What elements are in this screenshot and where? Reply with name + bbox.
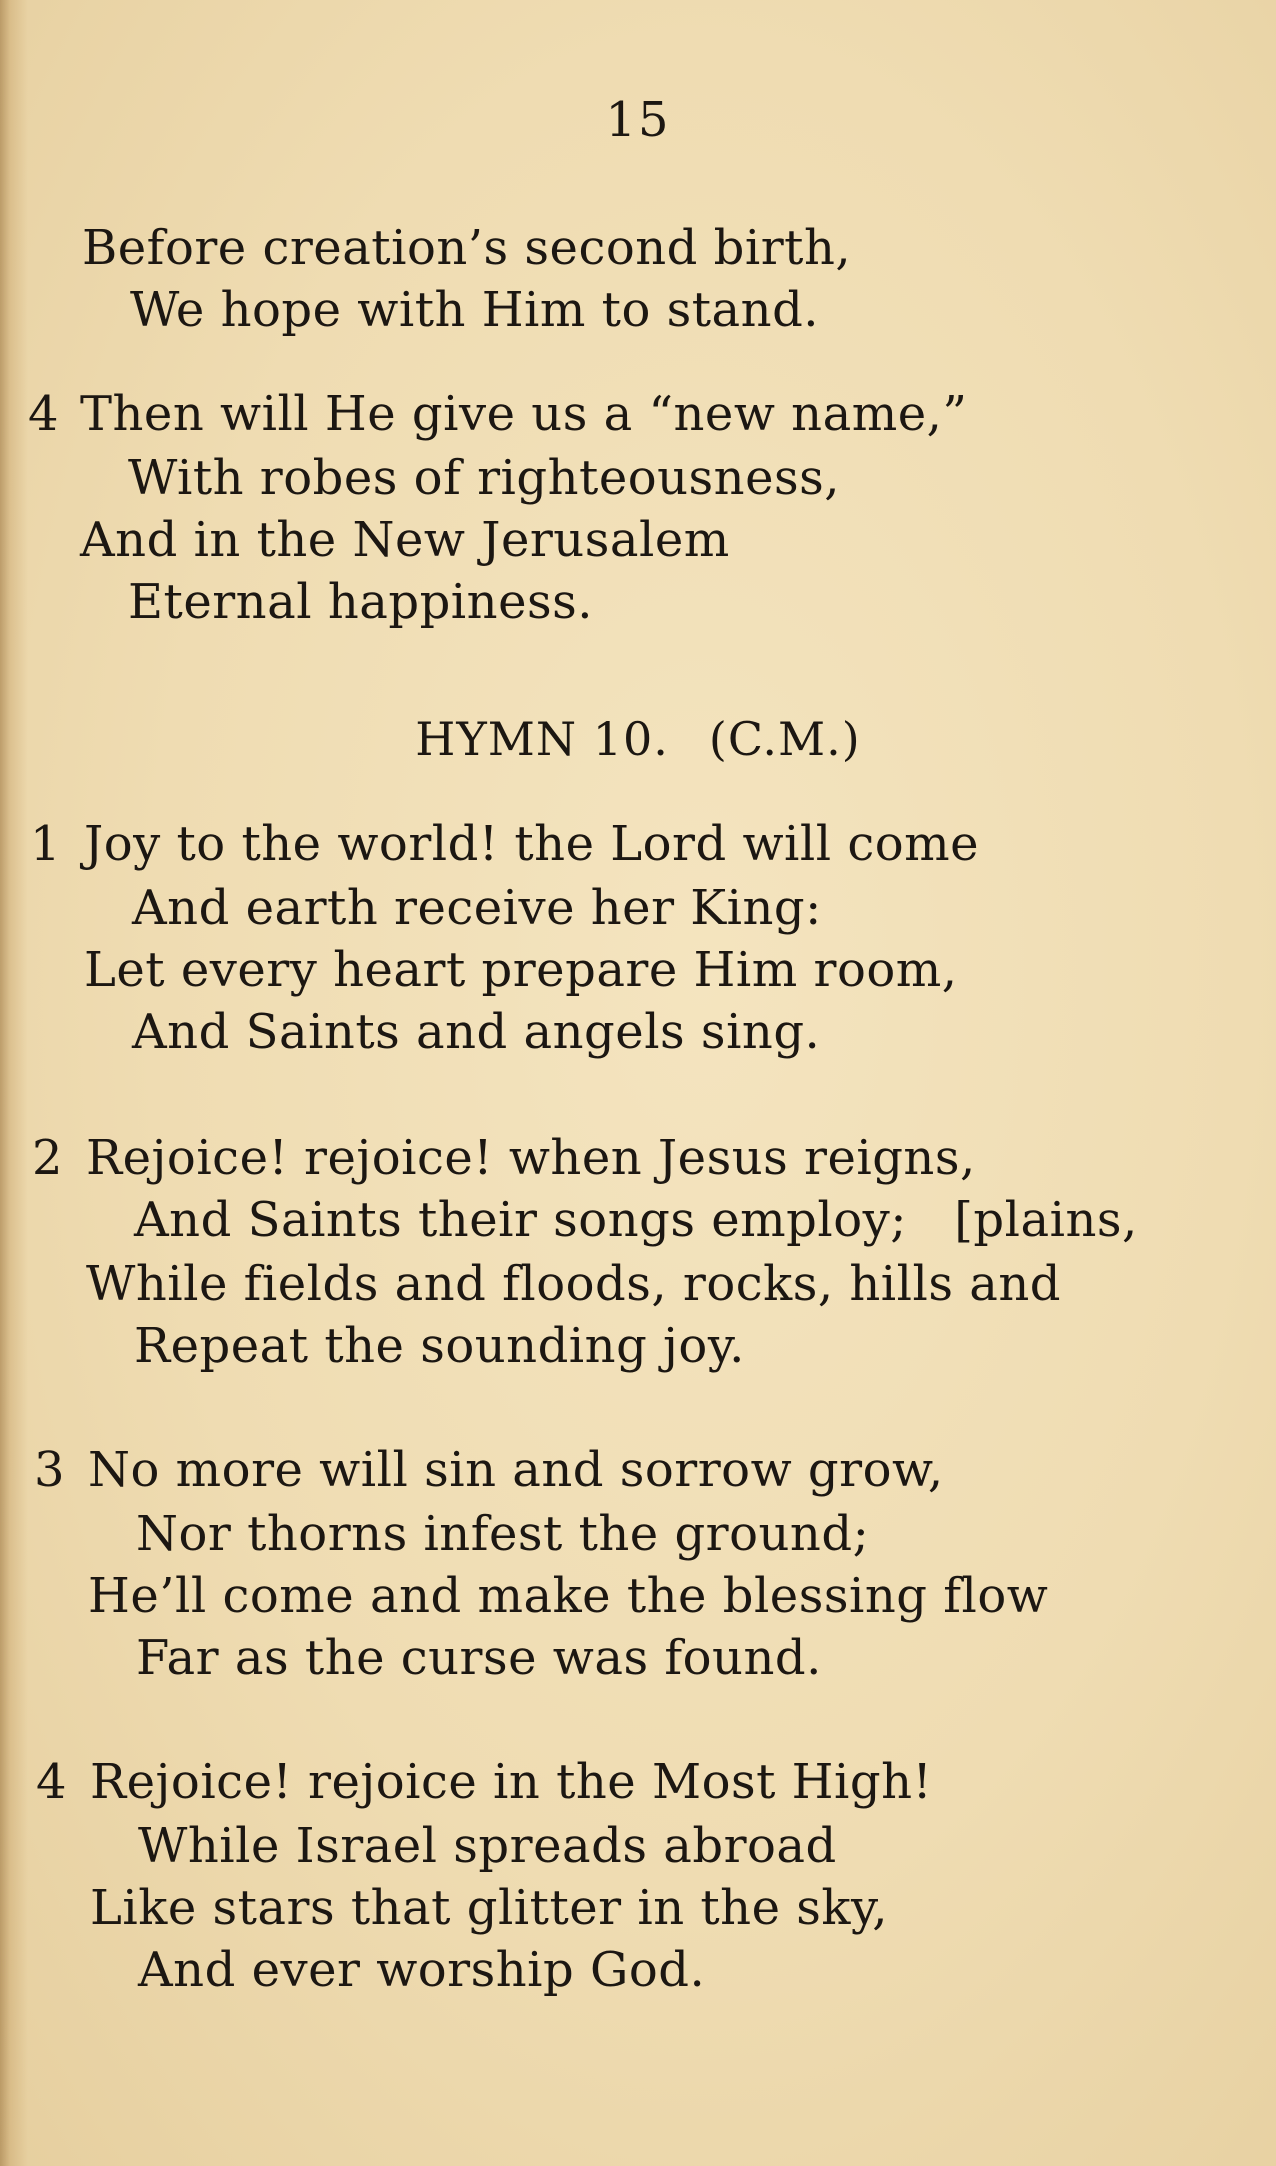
verse-2-number: 2 — [32, 1130, 63, 1186]
prev-verse-4-line-2: With robes of righteousness, — [128, 450, 841, 506]
verse-4-number: 4 — [36, 1754, 67, 1810]
verse-3-line-3: He’ll come and make the blessing flow — [88, 1568, 1049, 1624]
verse-3-line-2: Nor thorns infest the ground; — [136, 1506, 870, 1562]
verse-4-line-3: Like stars that glitter in the sky, — [90, 1880, 888, 1936]
verse-4-line-1: Rejoice! rejoice in the Most High! — [90, 1754, 933, 1810]
verse-4-line-4: And ever worship God. — [138, 1942, 706, 1998]
hymn-heading — [0, 712, 1276, 766]
verse-2-line-1: Rejoice! rejoice! when Jesus reigns, — [86, 1130, 976, 1186]
prev-verse-4-line-1: Then will He give us a “new name,” — [80, 386, 968, 442]
verse-1-line-4: And Saints and angels sing. — [132, 1004, 821, 1060]
prev-verse-4-line-4: Eternal happiness. — [128, 574, 593, 630]
page-number: 15 — [605, 92, 671, 148]
hymn-title: HYMN 10. — [415, 712, 669, 766]
hymn-meter: (C.M.) — [708, 712, 861, 766]
verse-1-number: 1 — [30, 816, 61, 872]
verse-4-line-2: While Israel spreads abroad — [138, 1818, 837, 1874]
verse-1-line-3: Let every heart prepare Him room, — [84, 942, 958, 998]
continued-line-1: Before creation’s second birth, — [82, 220, 852, 276]
verse-1-line-2: And earth receive her King: — [132, 880, 822, 936]
prev-verse-4-number: 4 — [28, 386, 59, 442]
verse-3-number: 3 — [34, 1442, 65, 1498]
verse-1-line-1: Joy to the world! the Lord will come — [84, 816, 980, 872]
verse-2-line-4: Repeat the sounding joy. — [134, 1318, 745, 1374]
verse-3-line-1: No more will sin and sorrow grow, — [88, 1442, 944, 1498]
verse-2-line-2: And Saints their songs employ; [plains, — [134, 1192, 1138, 1248]
verse-2-line-3: While fields and floods, rocks, hills and — [86, 1256, 1061, 1312]
verse-3-line-4: Far as the curse was found. — [136, 1630, 822, 1686]
continued-line-2: We hope with Him to stand. — [130, 282, 820, 338]
prev-verse-4-line-3: And in the New Jerusalem — [80, 512, 730, 568]
